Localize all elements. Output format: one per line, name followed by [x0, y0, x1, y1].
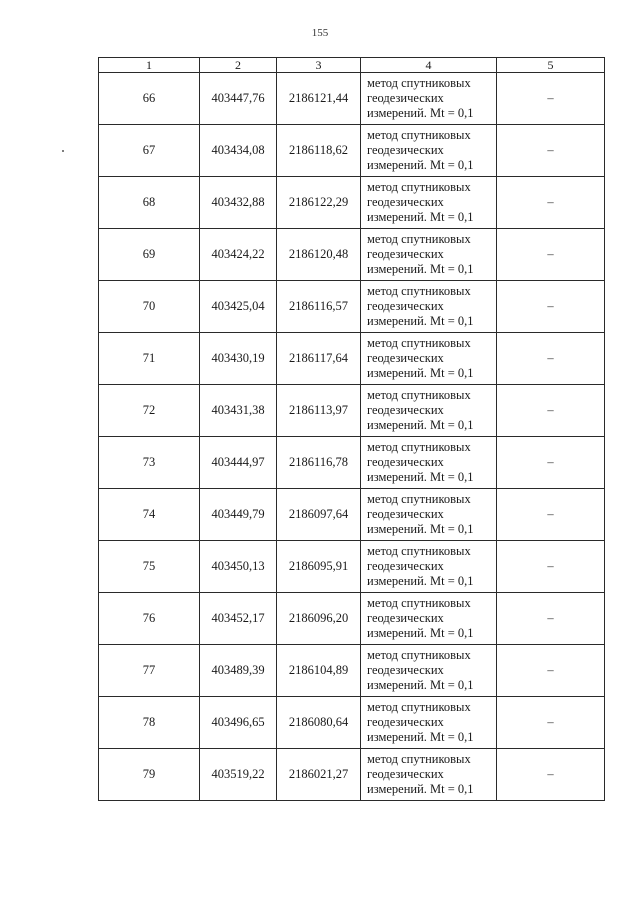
- note-cell: –: [497, 749, 605, 801]
- coordinate-x: 403434,08: [200, 125, 277, 177]
- method-line-1: метод спутниковых: [367, 440, 471, 454]
- method-description: [361, 385, 497, 437]
- method-line-2: геодезических: [367, 767, 444, 781]
- header-col-1: 1: [99, 58, 200, 73]
- table-row: [99, 749, 605, 801]
- coordinate-x: 403489,39: [200, 645, 277, 697]
- table-row: [99, 541, 605, 593]
- note-cell: –: [497, 281, 605, 333]
- method-line-3: измерений. Mt = 0,1: [367, 522, 474, 536]
- coordinate-y: 2186122,29: [277, 177, 361, 229]
- table-row: [99, 645, 605, 697]
- note-cell: –: [497, 125, 605, 177]
- coordinate-y: 2186095,91: [277, 541, 361, 593]
- method-line-3: измерений. Mt = 0,1: [367, 262, 474, 276]
- point-number: 69: [99, 229, 200, 281]
- coordinate-y: 2186096,20: [277, 593, 361, 645]
- table-row: [99, 125, 605, 177]
- coordinate-x: 403444,97: [200, 437, 277, 489]
- method-line-1: метод спутниковых: [367, 232, 471, 246]
- method-description: [361, 437, 497, 489]
- point-number: 67: [99, 125, 200, 177]
- table-row: [99, 333, 605, 385]
- coordinate-x: 403496,65: [200, 697, 277, 749]
- point-number: 76: [99, 593, 200, 645]
- method-line-2: геодезических: [367, 195, 444, 209]
- point-number: 77: [99, 645, 200, 697]
- point-number: 78: [99, 697, 200, 749]
- method-line-3: измерений. Mt = 0,1: [367, 106, 474, 120]
- table-header: [99, 58, 605, 73]
- method-line-1: метод спутниковых: [367, 700, 471, 714]
- method-line-3: измерений. Mt = 0,1: [367, 470, 474, 484]
- coordinate-y: 2186080,64: [277, 697, 361, 749]
- method-line-1: метод спутниковых: [367, 180, 471, 194]
- method-line-3: измерений. Mt = 0,1: [367, 418, 474, 432]
- header-col-4: 4: [361, 58, 497, 73]
- point-number: 74: [99, 489, 200, 541]
- method-line-2: геодезических: [367, 507, 444, 521]
- method-line-2: геодезических: [367, 715, 444, 729]
- note-cell: –: [497, 645, 605, 697]
- coordinate-y: 2186120,48: [277, 229, 361, 281]
- page-number: 155: [311, 27, 329, 39]
- method-description: [361, 73, 497, 125]
- table-row: [99, 73, 605, 125]
- table-row: [99, 697, 605, 749]
- table-row: [99, 489, 605, 541]
- table-row: [99, 229, 605, 281]
- method-line-3: измерений. Mt = 0,1: [367, 314, 474, 328]
- table-row: [99, 177, 605, 229]
- method-line-1: метод спутниковых: [367, 492, 471, 506]
- method-description: [361, 749, 497, 801]
- method-description: [361, 541, 497, 593]
- method-line-1: метод спутниковых: [367, 128, 471, 142]
- method-line-2: геодезических: [367, 91, 444, 105]
- point-number: 68: [99, 177, 200, 229]
- coordinate-x: 403424,22: [200, 229, 277, 281]
- method-line-3: измерений. Mt = 0,1: [367, 626, 474, 640]
- coordinate-y: 2186021,27: [277, 749, 361, 801]
- table-row: [99, 385, 605, 437]
- method-line-3: измерений. Mt = 0,1: [367, 782, 474, 796]
- coordinate-x: 403450,13: [200, 541, 277, 593]
- note-cell: –: [497, 593, 605, 645]
- method-line-2: геодезических: [367, 455, 444, 469]
- coordinates-table: [98, 57, 605, 801]
- point-number: 71: [99, 333, 200, 385]
- coordinate-y: 2186116,57: [277, 281, 361, 333]
- note-cell: –: [497, 437, 605, 489]
- header-col-5: 5: [497, 58, 605, 73]
- point-number: 70: [99, 281, 200, 333]
- coordinate-x: 403432,88: [200, 177, 277, 229]
- method-line-1: метод спутниковых: [367, 752, 471, 766]
- method-description: [361, 281, 497, 333]
- method-line-1: метод спутниковых: [367, 284, 471, 298]
- note-cell: –: [497, 541, 605, 593]
- method-description: [361, 593, 497, 645]
- table-body: [99, 73, 605, 801]
- coordinate-y: 2186118,62: [277, 125, 361, 177]
- method-line-2: геодезических: [367, 143, 444, 157]
- method-line-2: геодезических: [367, 299, 444, 313]
- method-line-1: метод спутниковых: [367, 596, 471, 610]
- method-line-1: метод спутниковых: [367, 648, 471, 662]
- point-number: 79: [99, 749, 200, 801]
- method-description: [361, 645, 497, 697]
- method-description: [361, 125, 497, 177]
- coordinate-x: 403449,79: [200, 489, 277, 541]
- note-cell: –: [497, 333, 605, 385]
- method-line-3: измерений. Mt = 0,1: [367, 730, 474, 744]
- note-cell: –: [497, 229, 605, 281]
- header-col-2: 2: [200, 58, 277, 73]
- scan-speck: [62, 150, 64, 152]
- coordinate-x: 403447,76: [200, 73, 277, 125]
- header-col-3: 3: [277, 58, 361, 73]
- point-number: 66: [99, 73, 200, 125]
- table-row: [99, 437, 605, 489]
- method-line-1: метод спутниковых: [367, 544, 471, 558]
- coordinate-y: 2186121,44: [277, 73, 361, 125]
- method-line-3: измерений. Mt = 0,1: [367, 574, 474, 588]
- method-description: [361, 177, 497, 229]
- method-line-3: измерений. Mt = 0,1: [367, 678, 474, 692]
- coordinate-x: 403425,04: [200, 281, 277, 333]
- note-cell: –: [497, 73, 605, 125]
- method-description: [361, 229, 497, 281]
- point-number: 72: [99, 385, 200, 437]
- table-row: [99, 281, 605, 333]
- note-cell: –: [497, 177, 605, 229]
- table-row: [99, 593, 605, 645]
- method-line-1: метод спутниковых: [367, 336, 471, 350]
- coordinate-x: 403452,17: [200, 593, 277, 645]
- coordinate-x: 403431,38: [200, 385, 277, 437]
- coordinate-y: 2186117,64: [277, 333, 361, 385]
- method-line-1: метод спутниковых: [367, 76, 471, 90]
- point-number: 75: [99, 541, 200, 593]
- method-line-3: измерений. Mt = 0,1: [367, 158, 474, 172]
- method-description: [361, 489, 497, 541]
- note-cell: –: [497, 697, 605, 749]
- method-line-2: геодезических: [367, 611, 444, 625]
- coordinate-y: 2186113,97: [277, 385, 361, 437]
- method-line-3: измерений. Mt = 0,1: [367, 366, 474, 380]
- method-line-2: геодезических: [367, 559, 444, 573]
- note-cell: –: [497, 489, 605, 541]
- point-number: 73: [99, 437, 200, 489]
- coordinate-x: 403519,22: [200, 749, 277, 801]
- coordinate-y: 2186104,89: [277, 645, 361, 697]
- header-row: [99, 58, 605, 73]
- method-line-3: измерений. Mt = 0,1: [367, 210, 474, 224]
- coordinate-x: 403430,19: [200, 333, 277, 385]
- method-description: [361, 697, 497, 749]
- method-line-2: геодезических: [367, 663, 444, 677]
- method-line-1: метод спутниковых: [367, 388, 471, 402]
- coordinate-y: 2186116,78: [277, 437, 361, 489]
- method-line-2: геодезических: [367, 247, 444, 261]
- method-description: [361, 333, 497, 385]
- method-line-2: геодезических: [367, 403, 444, 417]
- method-line-2: геодезических: [367, 351, 444, 365]
- note-cell: –: [497, 385, 605, 437]
- coordinate-y: 2186097,64: [277, 489, 361, 541]
